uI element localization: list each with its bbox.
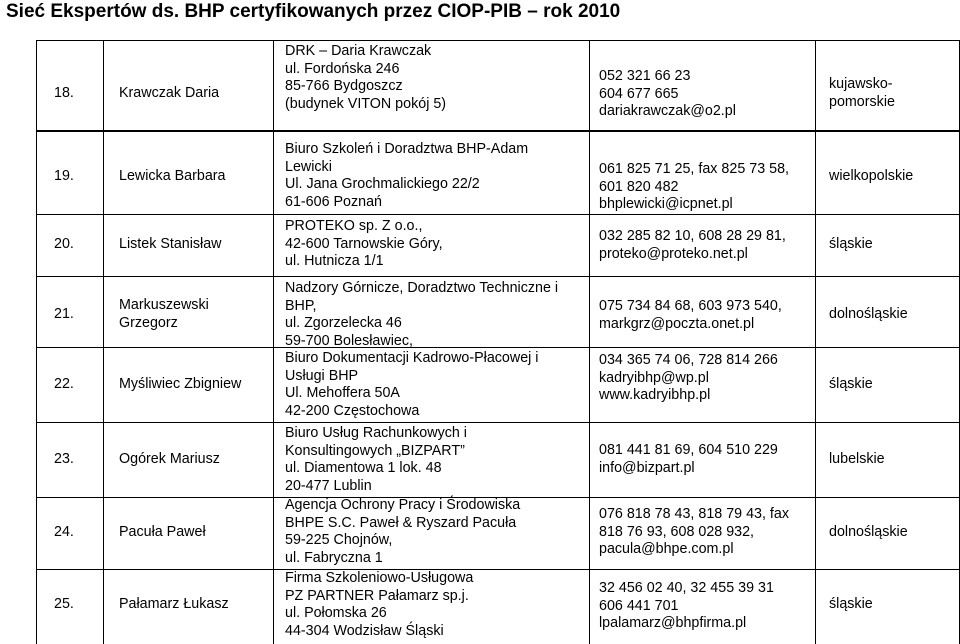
address-line: Agencja Ochrony Pracy i Środowiska: [285, 497, 521, 513]
address-line: ul. Diamentowa 1 lok. 48: [285, 460, 442, 476]
contact-line: 061 825 71 25, fax 825 73 58,: [599, 161, 789, 177]
expert-region: [829, 236, 873, 254]
expert-contact: [599, 352, 778, 405]
address-line: 42-600 Tarnowskie Góry,: [285, 235, 443, 252]
address-line: Biuro Usług Rachunkowych i: [285, 425, 467, 441]
contact-line: www.kadryibhp.pl: [599, 387, 711, 403]
row-number: 25.: [54, 596, 74, 612]
expert-region: [829, 376, 873, 394]
address-line: 20-477 Lublin: [285, 477, 372, 494]
contact-line: 032 285 82 10, 608 28 29 81,: [599, 228, 786, 244]
address-line: ul. Hutnicza 1/1: [285, 253, 384, 269]
expert-contact: [599, 442, 778, 477]
name-line: Pacuła Paweł: [119, 524, 206, 540]
expert-address: [285, 43, 446, 113]
expert-contact: [599, 298, 782, 333]
address-line: Nadzory Górnicze, Doradztwo Techniczne i: [285, 280, 559, 296]
name-line: Ogórek Mariusz: [119, 451, 220, 467]
address-line: BHPE S.C. Paweł & Ryszard Pacuła: [285, 514, 517, 531]
expert-name: [119, 596, 229, 614]
address-line: Ul. Mehoffera 50A: [285, 385, 400, 401]
expert-name: [119, 376, 241, 394]
region-line: lubelskie: [829, 451, 885, 467]
expert-contact: [599, 506, 789, 559]
row-number: 18.: [54, 85, 74, 101]
region-line: śląskie: [829, 236, 873, 252]
expert-region: [829, 524, 908, 542]
contact-line: dariakrawczak@o2.pl: [599, 103, 736, 119]
contact-line: bhplewicki@icpnet.pl: [599, 196, 733, 212]
contact-line: 075 734 84 68, 603 973 540,: [599, 298, 782, 314]
expert-address: [285, 280, 558, 350]
expert-name: [119, 524, 206, 542]
contact-line: 052 321 66 23: [599, 68, 691, 84]
expert-contact: [599, 68, 736, 121]
contact-line: markgrz@poczta.onet.pl: [599, 315, 755, 332]
contact-line: 606 441 701: [599, 597, 679, 614]
contact-line: proteko@proteko.net.pl: [599, 245, 748, 262]
expert-address: [285, 141, 528, 211]
row-divider: [36, 130, 960, 132]
address-line: PZ PARTNER Pałamarz sp.j.: [285, 587, 469, 604]
column-divider: [273, 40, 274, 644]
contact-line: 604 677 665: [599, 85, 679, 102]
contact-line: 081 441 81 69, 604 510 229: [599, 442, 778, 458]
address-line: 59-225 Chojnów,: [285, 532, 393, 548]
row-number: 22.: [54, 376, 74, 392]
name-line: Lewicka Barbara: [119, 168, 226, 184]
address-line: (budynek VITON pokój 5): [285, 95, 447, 112]
row-number: 19.: [54, 168, 74, 184]
row-number: 20.: [54, 236, 74, 252]
expert-name: [119, 297, 209, 332]
expert-region: [829, 168, 913, 186]
contact-line: 034 365 74 06, 728 814 266: [599, 352, 778, 368]
contact-line: pacula@bhpe.com.pl: [599, 541, 734, 557]
name-line: Markuszewski: [119, 297, 209, 313]
address-line: Konsultingowych „BIZPART”: [285, 442, 465, 459]
column-divider: [36, 40, 37, 644]
contact-line: 32 456 02 40, 32 455 39 31: [599, 580, 774, 596]
row-number: 23.: [54, 451, 74, 467]
expert-region: [829, 596, 873, 614]
name-line: Myśliwiec Zbigniew: [119, 376, 242, 392]
expert-region: [829, 306, 908, 324]
region-line: śląskie: [829, 376, 873, 392]
address-line: BHP,: [285, 297, 317, 314]
expert-region: [829, 451, 885, 469]
address-line: 85-766 Bydgoszcz: [285, 78, 403, 94]
name-line: Listek Stanisław: [119, 236, 222, 252]
contact-line: kadryibhp@wp.pl: [599, 369, 709, 386]
address-line: Biuro Dokumentacji Kadrowo-Płacowej i: [285, 350, 539, 366]
address-line: PROTEKO sp. Z o.o.,: [285, 218, 423, 234]
name-line: Grzegorz: [119, 314, 178, 331]
expert-address: [285, 570, 473, 640]
expert-name: [119, 451, 220, 469]
region-line: pomorskie: [829, 93, 895, 110]
row-divider: [36, 276, 960, 277]
expert-address: [285, 350, 538, 420]
row-number: 21.: [54, 306, 74, 322]
address-line: Biuro Szkoleń i Doradztwa BHP-Adam: [285, 141, 529, 157]
expert-name: [119, 236, 222, 254]
table-border-top: [36, 40, 960, 41]
expert-name: [119, 85, 219, 103]
region-line: kujawsko-: [829, 76, 893, 92]
expert-name: [119, 168, 226, 186]
row-divider: [36, 214, 960, 215]
address-line: Ul. Jana Grochmalickiego 22/2: [285, 176, 480, 192]
address-line: ul. Fordońska 246: [285, 60, 400, 77]
address-line: Lewicki: [285, 158, 332, 175]
address-line: Firma Szkoleniowo-Usługowa: [285, 570, 474, 586]
name-line: Pałamarz Łukasz: [119, 596, 229, 612]
contact-line: lpalamarz@bhpfirma.pl: [599, 615, 747, 631]
region-line: dolnośląskie: [829, 524, 908, 540]
contact-line: 601 820 482: [599, 178, 679, 195]
address-line: 59-700 Bolesławiec,: [285, 332, 413, 349]
row-divider: [36, 422, 960, 423]
page-title: Sieć Ekspertów ds. BHP certyfikowanych przez CIOP-PIB – rok 2010: [6, 1, 621, 22]
region-line: dolnośląskie: [829, 306, 908, 322]
region-line: śląskie: [829, 596, 873, 612]
expert-contact: [599, 580, 774, 633]
address-line: 42-200 Częstochowa: [285, 402, 420, 419]
expert-address: [285, 497, 520, 567]
address-line: ul. Połomska 26: [285, 605, 387, 621]
address-line: ul. Zgorzelecka 46: [285, 315, 402, 331]
expert-contact: [599, 228, 786, 263]
contact-line: 818 76 93, 608 028 932,: [599, 523, 755, 540]
contact-line: info@bizpart.pl: [599, 459, 695, 476]
address-line: 44-304 Wodzisław Śląski: [285, 622, 444, 639]
region-line: wielkopolskie: [829, 168, 914, 184]
address-line: DRK – Daria Krawczak: [285, 43, 432, 59]
expert-contact: [599, 161, 789, 214]
expert-address: [285, 218, 443, 271]
contact-line: 076 818 78 43, 818 79 43, fax: [599, 506, 789, 522]
expert-region: [829, 76, 895, 111]
address-line: Usługi BHP: [285, 367, 359, 384]
address-line: ul. Fabryczna 1: [285, 549, 383, 566]
column-divider: [103, 40, 104, 644]
column-divider: [815, 40, 816, 644]
row-number: 24.: [54, 524, 74, 540]
address-line: 61-606 Poznań: [285, 193, 382, 210]
column-divider: [589, 40, 590, 644]
row-divider: [36, 569, 960, 570]
name-line: Krawczak Daria: [119, 85, 220, 101]
expert-address: [285, 425, 467, 495]
